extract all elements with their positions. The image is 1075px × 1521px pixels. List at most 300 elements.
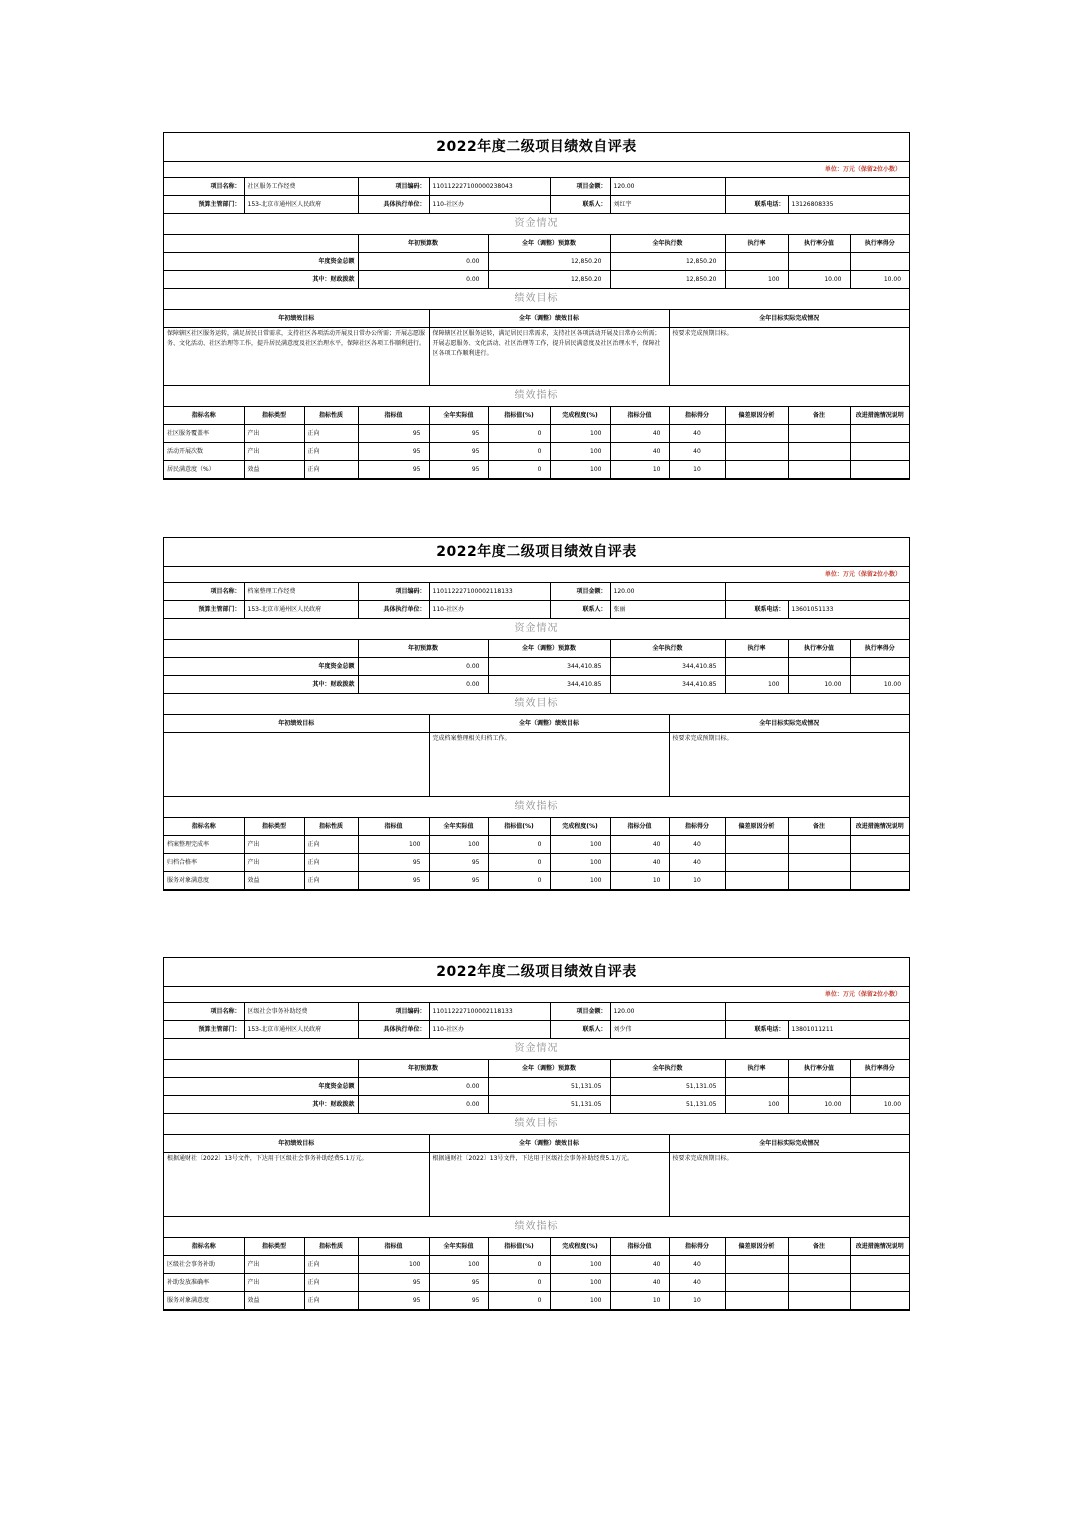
funds-cell: 10.00 [850,271,909,289]
project-amount-value: 120.00 [610,1003,725,1021]
contact-label: 联系人： [550,1021,610,1039]
funds-cell [788,658,850,676]
funds-cell: 10.00 [850,676,909,694]
ind-cell: 效益 [244,1292,304,1310]
ind-cell [788,1256,850,1274]
ind-header: 改进措施情况说明 [850,407,909,425]
ind-cell: 40 [610,443,669,461]
evaluation-sheet [163,132,910,480]
ind-cell: 100 [550,425,610,443]
ind-cell [850,443,909,461]
ind-header: 指标值(%) [488,818,550,836]
ind-cell [725,425,788,443]
ind-cell [725,443,788,461]
ind-header: 指标得分 [669,407,725,425]
ind-cell: 产出 [244,836,304,854]
ind-cell: 正向 [304,836,358,854]
funds-header: 全年（调整）预算数 [488,640,610,658]
contact-value: 张丽 [610,601,725,619]
funds-row-total-label: 年度资金总额 [164,658,358,676]
funds-cell: 0.00 [358,676,488,694]
ind-header: 指标性质 [304,1238,358,1256]
dept-label: 预算主管部门： [164,196,244,214]
ind-cell: 40 [669,443,725,461]
ind-cell: 95 [358,1274,429,1292]
ind-header: 指标分值 [610,407,669,425]
evaluation-sheet [163,957,910,1311]
funds-header-blank [164,1060,358,1078]
goal-actual: 按要求完成预期目标。 [669,1153,909,1217]
ind-header: 指标类型 [244,1238,304,1256]
project-name-label: 项目名称： [164,583,244,601]
dept-value: 153-北京市通州区人民政府 [244,601,358,619]
ind-header: 指标得分 [669,818,725,836]
ind-header: 指标值 [358,407,429,425]
section-indicators: 绩效指标 [164,386,909,407]
ind-header: 指标值(%) [488,1238,550,1256]
ind-header: 完成程度(%) [550,1238,610,1256]
ind-cell: 40 [610,836,669,854]
indicator-row [164,872,909,890]
project-code-label: 项目编码： [358,178,429,196]
unit-note: 单位：万元（保留2位小数） [164,162,909,178]
ind-cell: 居民满意度（%） [164,461,244,479]
goal-actual: 按要求完成预期目标。 [669,733,909,797]
goal-header: 全年（调整）绩效目标 [429,1135,669,1153]
ind-header: 备注 [788,1238,850,1256]
ind-header: 完成程度(%) [550,818,610,836]
ind-cell: 100 [429,1256,488,1274]
project-amount-value: 120.00 [610,583,725,601]
ind-cell: 100 [550,1256,610,1274]
ind-header: 指标性质 [304,818,358,836]
ind-cell: 95 [429,1274,488,1292]
ind-cell: 40 [669,836,725,854]
impl-unit-value: 110-社区办 [429,196,550,214]
ind-header: 偏差原因分析 [725,407,788,425]
ind-cell: 40 [610,1274,669,1292]
blank-cell [725,1003,909,1021]
funds-cell: 100 [725,1096,788,1114]
ind-cell [788,836,850,854]
sheet-title: 2022年度二级项目绩效自评表 [164,133,909,162]
section-goals: 绩效目标 [164,1114,909,1135]
ind-cell: 10 [610,461,669,479]
phone-value: 13601051133 [788,601,909,619]
ind-cell: 档案整理完成率 [164,836,244,854]
section-goals: 绩效目标 [164,694,909,715]
ind-cell [725,461,788,479]
ind-cell: 40 [669,854,725,872]
ind-cell [725,1274,788,1292]
ind-header: 指标性质 [304,407,358,425]
project-name-value: 社区服务工作经费 [244,178,358,196]
funds-header: 执行率 [725,235,788,253]
indicator-row [164,443,909,461]
ind-cell [850,836,909,854]
ind-cell: 0 [488,872,550,890]
goal-actual: 按要求完成预期目标。 [669,328,909,386]
ind-header: 备注 [788,407,850,425]
goal-header: 年初绩效目标 [164,310,429,328]
blank-cell [725,583,909,601]
blank-cell [725,178,909,196]
ind-header: 指标名称 [164,1238,244,1256]
funds-cell: 51,131.05 [610,1078,725,1096]
ind-cell [788,425,850,443]
funds-cell: 12,850.20 [610,253,725,271]
ind-cell: 区级社会事务补助 [164,1256,244,1274]
funds-cell: 51,131.05 [610,1096,725,1114]
section-indicators: 绩效指标 [164,1217,909,1238]
ind-cell: 正向 [304,443,358,461]
ind-cell: 效益 [244,872,304,890]
ind-cell [725,1292,788,1310]
ind-header: 备注 [788,818,850,836]
sheet-title: 2022年度二级项目绩效自评表 [164,958,909,987]
ind-header: 偏差原因分析 [725,1238,788,1256]
ind-cell [788,461,850,479]
project-code-value: 110112227100000238043 [429,178,550,196]
ind-cell: 95 [358,872,429,890]
project-amount-value: 120.00 [610,178,725,196]
ind-cell: 0 [488,854,550,872]
evaluation-table [164,538,909,890]
funds-cell [725,658,788,676]
funds-header: 执行率分值 [788,640,850,658]
funds-cell: 12,850.20 [488,253,610,271]
funds-row-fiscal-label: 其中：财政拨款 [164,1096,358,1114]
funds-row-fiscal-label: 其中：财政拨款 [164,271,358,289]
funds-cell: 0.00 [358,253,488,271]
ind-cell: 95 [358,461,429,479]
ind-cell: 0 [488,1256,550,1274]
ind-header: 指标得分 [669,1238,725,1256]
ind-cell: 100 [550,836,610,854]
funds-cell [850,253,909,271]
ind-cell [725,836,788,854]
funds-cell: 51,131.05 [488,1096,610,1114]
ind-cell: 95 [429,461,488,479]
ind-header: 改进措施情况说明 [850,818,909,836]
dept-label: 预算主管部门： [164,1021,244,1039]
ind-header: 指标分值 [610,1238,669,1256]
ind-cell: 95 [358,425,429,443]
ind-cell: 0 [488,1274,550,1292]
funds-cell: 100 [725,271,788,289]
ind-cell: 95 [358,443,429,461]
ind-cell: 40 [669,425,725,443]
funds-cell: 344,410.85 [488,658,610,676]
impl-unit-value: 110-社区办 [429,601,550,619]
contact-value: 刘少伟 [610,1021,725,1039]
ind-cell: 40 [610,1256,669,1274]
ind-cell [725,872,788,890]
funds-header: 年初预算数 [358,640,488,658]
indicator-row [164,1274,909,1292]
funds-header: 全年执行数 [610,235,725,253]
ind-cell [850,425,909,443]
ind-cell [788,1274,850,1292]
ind-cell: 产出 [244,425,304,443]
ind-cell: 100 [550,443,610,461]
funds-cell: 10.00 [788,271,850,289]
ind-cell [725,854,788,872]
dept-value: 153-北京市通州区人民政府 [244,1021,358,1039]
funds-cell: 344,410.85 [610,676,725,694]
ind-header: 指标类型 [244,407,304,425]
ind-cell: 95 [429,854,488,872]
ind-cell [850,1292,909,1310]
evaluation-table [164,958,909,1310]
project-code-value: 110112227100002118133 [429,583,550,601]
funds-cell: 10.00 [788,676,850,694]
funds-cell [725,253,788,271]
impl-unit-value: 110-社区办 [429,1021,550,1039]
contact-value: 刘红宇 [610,196,725,214]
funds-header: 执行率得分 [850,640,909,658]
ind-cell: 100 [429,836,488,854]
section-goals: 绩效目标 [164,289,909,310]
funds-header: 年初预算数 [358,1060,488,1078]
project-amount-label: 项目金额： [550,583,610,601]
funds-cell: 344,410.85 [610,658,725,676]
impl-unit-label: 具体执行单位： [358,601,429,619]
ind-cell: 100 [550,461,610,479]
ind-cell: 10 [610,872,669,890]
ind-cell: 效益 [244,461,304,479]
ind-cell: 产出 [244,1256,304,1274]
ind-header: 全年实际值 [429,1238,488,1256]
ind-cell: 补助发放准确率 [164,1274,244,1292]
goal-adjusted: 根据通财社〔2022〕13号文件，下达用于区级社会事务补助经费5.1万元。 [429,1153,669,1217]
funds-header-blank [164,640,358,658]
sheet-title: 2022年度二级项目绩效自评表 [164,538,909,567]
project-code-label: 项目编码： [358,1003,429,1021]
contact-label: 联系人： [550,601,610,619]
ind-cell: 10 [669,461,725,479]
funds-header: 执行率得分 [850,1060,909,1078]
ind-cell: 正向 [304,854,358,872]
ind-cell: 正向 [304,1274,358,1292]
contact-label: 联系人： [550,196,610,214]
goal-header: 全年目标实际完成情况 [669,310,909,328]
funds-cell: 100 [725,676,788,694]
ind-cell [788,443,850,461]
ind-cell: 10 [610,1292,669,1310]
funds-cell: 0.00 [358,1096,488,1114]
impl-unit-label: 具体执行单位： [358,1021,429,1039]
ind-cell: 95 [429,425,488,443]
project-code-label: 项目编码： [358,583,429,601]
ind-cell: 40 [669,1274,725,1292]
indicator-row [164,836,909,854]
ind-cell: 40 [610,854,669,872]
ind-cell: 0 [488,836,550,854]
ind-cell: 产出 [244,1274,304,1292]
ind-header: 全年实际值 [429,407,488,425]
funds-header: 执行率分值 [788,235,850,253]
ind-cell: 0 [488,443,550,461]
ind-cell: 0 [488,425,550,443]
ind-cell [788,872,850,890]
funds-header: 全年（调整）预算数 [488,1060,610,1078]
ind-header: 完成程度(%) [550,407,610,425]
goal-header: 年初绩效目标 [164,1135,429,1153]
phone-value: 13801011211 [788,1021,909,1039]
funds-header: 年初预算数 [358,235,488,253]
funds-cell: 12,850.20 [488,271,610,289]
funds-cell [788,253,850,271]
ind-cell [850,1274,909,1292]
ind-header: 指标类型 [244,818,304,836]
funds-cell [725,1078,788,1096]
section-funds: 资金情况 [164,619,909,640]
funds-cell: 51,131.05 [488,1078,610,1096]
funds-header: 全年（调整）预算数 [488,235,610,253]
ind-header: 指标值(%) [488,407,550,425]
ind-cell: 产出 [244,443,304,461]
funds-row-fiscal-label: 其中：财政拨款 [164,676,358,694]
project-name-value: 区级社会事务补助经费 [244,1003,358,1021]
ind-cell: 10 [669,872,725,890]
ind-cell: 100 [550,1274,610,1292]
indicator-row [164,461,909,479]
ind-cell [850,461,909,479]
indicator-row [164,1256,909,1274]
ind-header: 指标值 [358,1238,429,1256]
ind-cell: 正向 [304,1292,358,1310]
ind-header: 指标值 [358,818,429,836]
funds-cell [850,1078,909,1096]
unit-note: 单位：万元（保留2位小数） [164,567,909,583]
funds-cell: 0.00 [358,271,488,289]
funds-cell [850,658,909,676]
ind-header: 全年实际值 [429,818,488,836]
project-name-label: 项目名称： [164,178,244,196]
goal-initial: 根据通财社〔2022〕13号文件，下达用于区级社会事务补助经费5.1万元。 [164,1153,429,1217]
section-indicators: 绩效指标 [164,797,909,818]
goal-initial: 保障辖区社区服务运转，满足居民日常需求，支持社区各项活动开展及日常办公所需；开展志愿服务、文化活动、社区治理等工作，提升居民满意度及社区治理水平，保障社区各项工作顺利进行。 [164,328,429,386]
indicator-row [164,854,909,872]
ind-cell: 正向 [304,461,358,479]
goal-header: 全年目标实际完成情况 [669,1135,909,1153]
ind-cell: 社区服务覆盖率 [164,425,244,443]
ind-header: 指标名称 [164,407,244,425]
ind-cell: 归档合格率 [164,854,244,872]
indicator-row [164,1292,909,1310]
funds-cell: 10.00 [788,1096,850,1114]
phone-label: 联系电话： [725,1021,788,1039]
funds-header: 全年执行数 [610,640,725,658]
ind-cell: 100 [550,1292,610,1310]
ind-cell: 95 [429,443,488,461]
goal-header: 全年（调整）绩效目标 [429,715,669,733]
ind-cell: 95 [358,854,429,872]
section-funds: 资金情况 [164,214,909,235]
ind-cell: 100 [358,836,429,854]
impl-unit-label: 具体执行单位： [358,196,429,214]
goal-adjusted: 保障辖区社区服务运转，满足居民日常需求，支持社区各项活动开展及日常办公所需；开展志愿服务、文化活动、社区治理等工作，提升居民满意度及社区治理水平，保障社区各项工作顺利进行。 [429,328,669,386]
ind-header: 指标分值 [610,818,669,836]
ind-cell: 10 [669,1292,725,1310]
ind-header: 指标名称 [164,818,244,836]
evaluation-sheet [163,537,910,891]
indicator-row [164,425,909,443]
funds-header: 执行率分值 [788,1060,850,1078]
funds-header: 执行率 [725,640,788,658]
project-name-label: 项目名称： [164,1003,244,1021]
goal-header: 全年目标实际完成情况 [669,715,909,733]
ind-cell: 服务对象满意度 [164,872,244,890]
phone-label: 联系电话： [725,601,788,619]
funds-cell: 12,850.20 [610,271,725,289]
project-amount-label: 项目金额： [550,178,610,196]
ind-cell: 40 [669,1256,725,1274]
funds-cell: 0.00 [358,658,488,676]
ind-cell: 100 [550,854,610,872]
ind-cell: 正向 [304,1256,358,1274]
dept-label: 预算主管部门： [164,601,244,619]
ind-cell: 正向 [304,872,358,890]
phone-label: 联系电话： [725,196,788,214]
project-code-value: 110112227100002118133 [429,1003,550,1021]
ind-cell: 95 [358,1292,429,1310]
funds-cell: 344,410.85 [488,676,610,694]
ind-cell: 40 [610,425,669,443]
project-amount-label: 项目金额： [550,1003,610,1021]
ind-cell: 100 [358,1256,429,1274]
ind-cell: 95 [429,1292,488,1310]
unit-note: 单位：万元（保留2位小数） [164,987,909,1003]
funds-cell: 10.00 [850,1096,909,1114]
section-funds: 资金情况 [164,1039,909,1060]
goal-header: 全年（调整）绩效目标 [429,310,669,328]
ind-cell: 100 [550,872,610,890]
funds-row-total-label: 年度资金总额 [164,253,358,271]
ind-cell: 正向 [304,425,358,443]
funds-header-blank [164,235,358,253]
ind-cell: 产出 [244,854,304,872]
ind-cell [725,1256,788,1274]
evaluation-table [164,133,909,479]
ind-cell: 活动开展次数 [164,443,244,461]
ind-header: 偏差原因分析 [725,818,788,836]
ind-cell: 服务对象满意度 [164,1292,244,1310]
goal-initial [164,733,429,797]
ind-cell: 0 [488,1292,550,1310]
ind-header: 改进措施情况说明 [850,1238,909,1256]
dept-value: 153-北京市通州区人民政府 [244,196,358,214]
funds-cell: 0.00 [358,1078,488,1096]
funds-header: 执行率得分 [850,235,909,253]
phone-value: 13126808335 [788,196,909,214]
ind-cell [788,854,850,872]
project-name-value: 档案整理工作经费 [244,583,358,601]
ind-cell [788,1292,850,1310]
ind-cell [850,1256,909,1274]
funds-header: 执行率 [725,1060,788,1078]
ind-cell [850,872,909,890]
goal-adjusted: 完成档案整理相关归档工作。 [429,733,669,797]
funds-cell [788,1078,850,1096]
funds-header: 全年执行数 [610,1060,725,1078]
goal-header: 年初绩效目标 [164,715,429,733]
ind-cell: 0 [488,461,550,479]
ind-cell [850,854,909,872]
ind-cell: 95 [429,872,488,890]
funds-row-total-label: 年度资金总额 [164,1078,358,1096]
